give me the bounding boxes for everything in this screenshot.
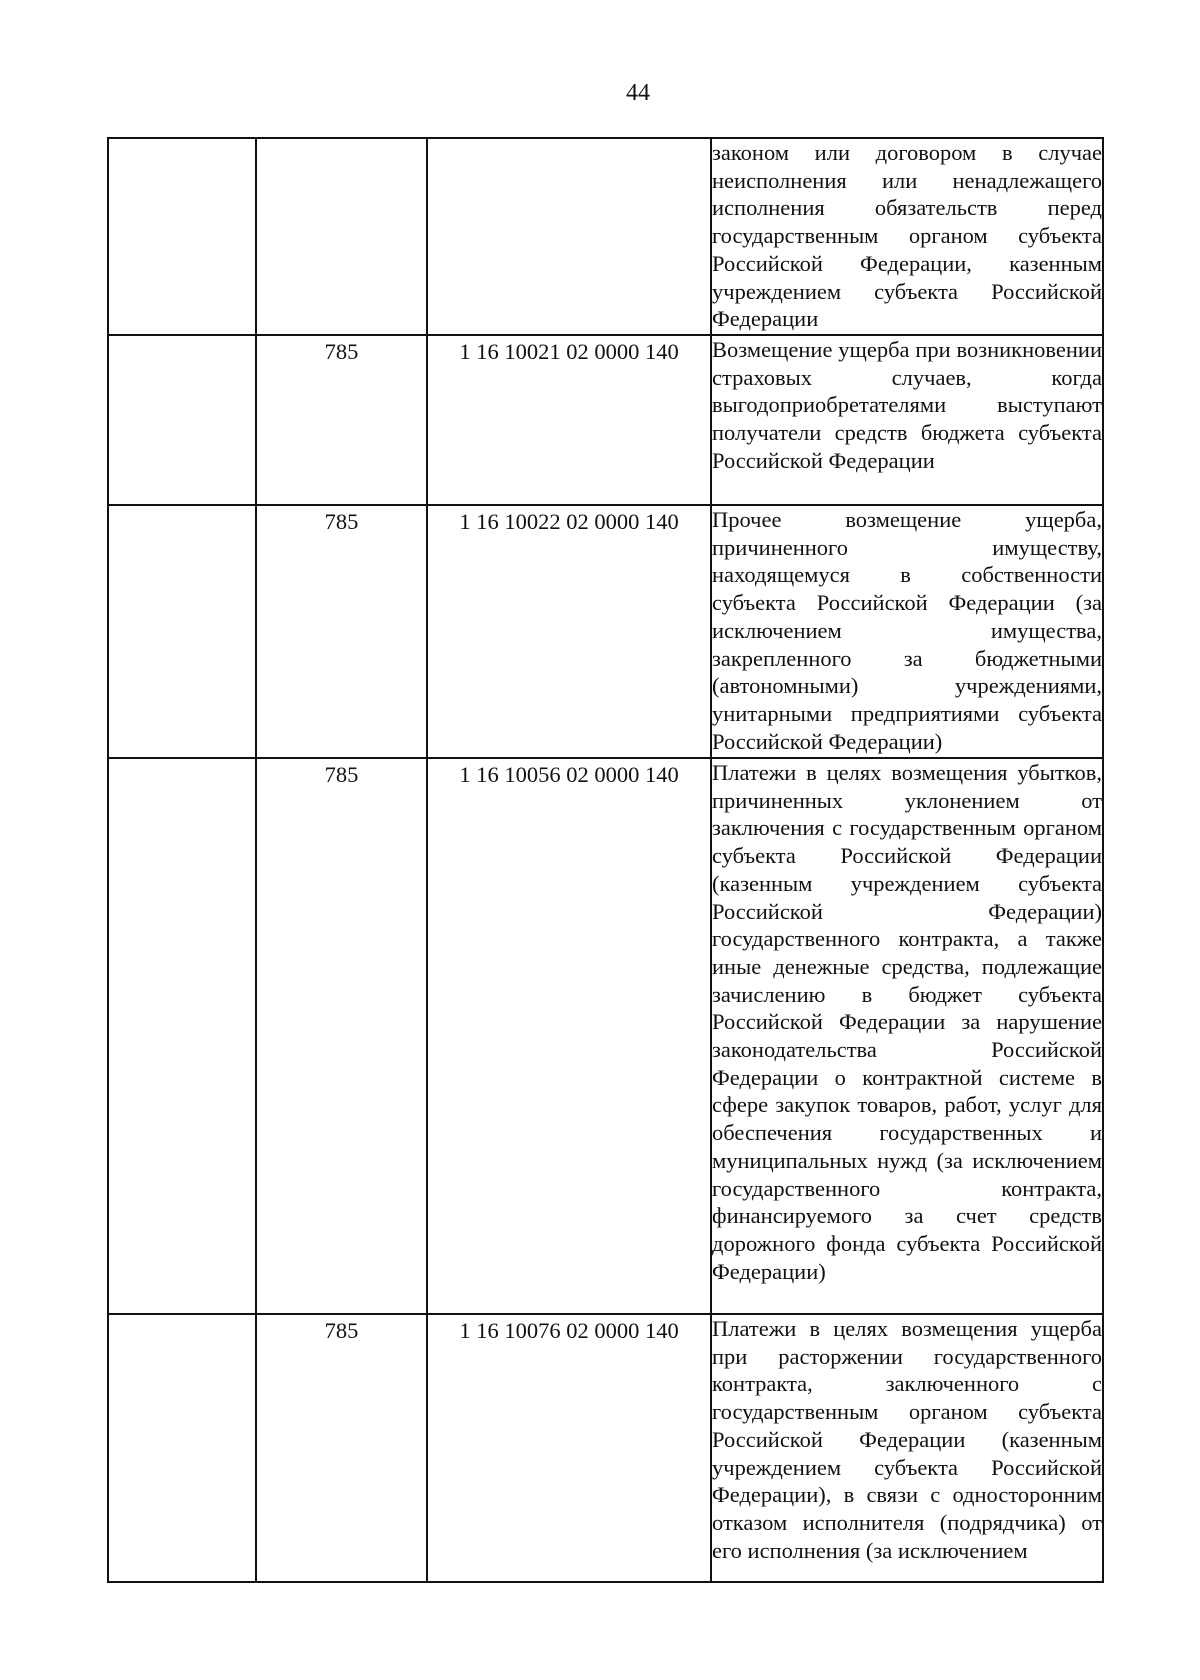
description-cell [711, 335, 1103, 505]
description-text: Возмещение ущерба при возникновении страховых случаев, когда выгодоприобретателями выступают получатели средств бюджета субъекта Российской Федерации [712, 337, 1102, 473]
kbk-code-cell: 1 16 10022 02 0000 140 [427, 505, 711, 758]
description-cell [711, 138, 1103, 335]
description-text: Платежи в целях возмещения ущерба при расторжении государственного контракта, заключенного с государственным органом субъекта Российской Федерации (казенным учреждением субъекта Российской Федерации), в связи с односторонним отказом исполнителя (подрядчика) от его исполнения (за исключением [712, 1316, 1102, 1563]
description-text: Прочее возмещение ущерба, причиненного имуществу, находящемуся в собственности субъекта Российской Федерации (за исключением имущества, закрепленного за бюджетными (автономными) учреждениями, унитарными предприятиями субъекта Российской Федерации) [712, 507, 1102, 754]
kbk-code-cell: 1 16 10076 02 0000 140 [427, 1314, 711, 1582]
empty-cell [108, 758, 256, 1314]
admin-code-cell: 785 [256, 758, 427, 1314]
table-row [108, 505, 1103, 758]
page-number: 44 [626, 80, 650, 106]
table-row [108, 335, 1103, 505]
budget-codes-table [107, 137, 1104, 1583]
empty-cell [108, 1314, 256, 1582]
empty-cell [108, 505, 256, 758]
description-text: Платежи в целях возмещения убытков, причиненных уклонением от заключения с государственным органом субъекта Российской Федерации (казенным учреждением субъекта Российской Федерации) государственного контракта, а также иные денежные средства, подлежащие зачислению в бюджет субъекта Российской Федерации за нарушение законодательства Российской Федерации о контрактной системе в сфере закупок товаров, работ, услуг для обеспечения государственных и муниципальных нужд (за исключением государственного контракта, финансируемого за счет средств дорожного фонда субъекта Российской Федерации) [712, 760, 1102, 1284]
kbk-code-cell: 1 16 10056 02 0000 140 [427, 758, 711, 1314]
table-row [108, 1314, 1103, 1582]
description-cell [711, 505, 1103, 758]
kbk-code-cell: 1 16 10021 02 0000 140 [427, 335, 711, 505]
empty-cell [108, 138, 256, 335]
admin-code-cell: 785 [256, 335, 427, 505]
description-text: законом или договором в случае неисполнения или ненадлежащего исполнения обязательств перед государственным органом субъекта Российской Федерации, казенным учреждением субъекта Российской Федерации [712, 140, 1102, 332]
kbk-code-cell [427, 138, 711, 335]
admin-code-cell [256, 138, 427, 335]
admin-code-cell: 785 [256, 1314, 427, 1582]
table-row [108, 138, 1103, 335]
empty-cell [108, 335, 256, 505]
description-cell [711, 1314, 1103, 1582]
description-cell [711, 758, 1103, 1314]
table-row [108, 758, 1103, 1314]
admin-code-cell: 785 [256, 505, 427, 758]
